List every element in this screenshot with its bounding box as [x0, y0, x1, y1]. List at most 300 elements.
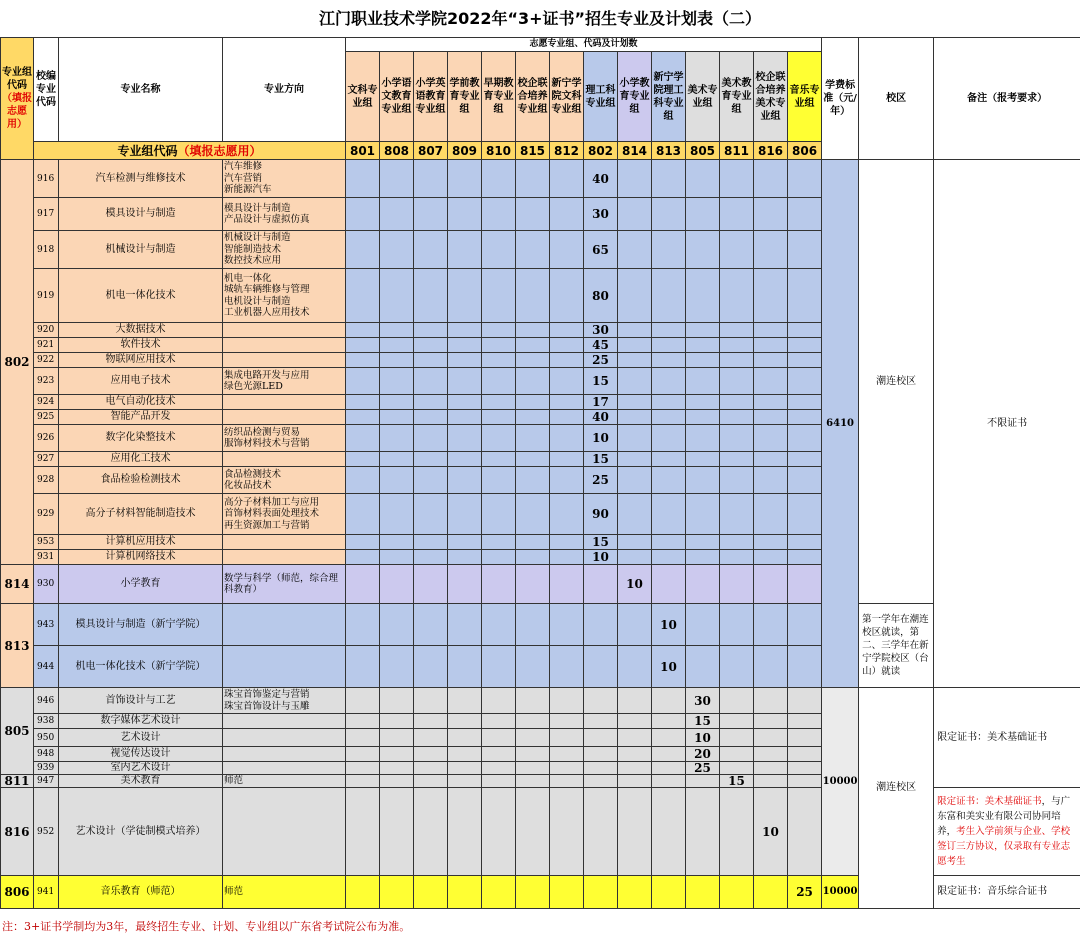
plan-count-cell: 30	[686, 688, 720, 714]
plan-empty-cell	[754, 231, 788, 269]
plan-empty-cell	[584, 688, 618, 714]
plan-empty-cell	[448, 604, 482, 646]
school-code-cell: 939	[34, 762, 59, 775]
plan-empty-cell	[788, 494, 822, 535]
plan-empty-cell	[686, 550, 720, 565]
group-code-802: 802	[584, 142, 618, 160]
plan-empty-cell	[482, 714, 516, 729]
plan-empty-cell	[720, 747, 754, 762]
plan-empty-cell	[380, 338, 414, 353]
plan-empty-cell	[516, 410, 550, 425]
remarks-816-agreement: 考生入学前须与企业、学校签订三方协议，仅录取有专业志愿考生	[937, 826, 1071, 867]
plan-empty-cell	[652, 395, 686, 410]
plan-empty-cell	[584, 729, 618, 747]
campus-art: 潮连校区	[859, 688, 934, 909]
plan-empty-cell	[754, 714, 788, 729]
plan-empty-cell	[346, 410, 380, 425]
direction-line: 服饰材料技术与营销	[224, 438, 310, 449]
plan-empty-cell	[380, 425, 414, 452]
major-name-cell: 室内艺术设计	[59, 762, 223, 775]
plan-empty-cell	[414, 714, 448, 729]
plan-empty-cell	[618, 395, 652, 410]
plan-empty-cell	[652, 368, 686, 395]
plan-empty-cell	[652, 198, 686, 231]
major-direction-cell	[223, 714, 346, 729]
direction-line: 化妆品技术	[224, 480, 272, 491]
plan-empty-cell	[346, 535, 380, 550]
plan-empty-cell	[448, 714, 482, 729]
plan-empty-cell	[346, 452, 380, 467]
plan-empty-cell	[516, 467, 550, 494]
plan-empty-cell	[380, 410, 414, 425]
major-direction-cell	[223, 646, 346, 688]
direction-line: 电机设计与制造	[224, 295, 291, 307]
plan-empty-cell	[720, 494, 754, 535]
plan-empty-cell	[346, 160, 380, 198]
plan-empty-cell	[448, 452, 482, 467]
plan-empty-cell	[618, 353, 652, 368]
plan-empty-cell	[584, 762, 618, 775]
plan-empty-cell	[414, 494, 448, 535]
plan-empty-cell	[652, 467, 686, 494]
plan-empty-cell	[788, 788, 822, 876]
direction-line: 工业机器人应用技术	[224, 307, 310, 318]
plan-empty-cell	[652, 452, 686, 467]
group-name-809: 学前教育专业组	[448, 52, 482, 142]
group-name-815: 校企联合培养专业组	[516, 52, 550, 142]
plan-empty-cell	[788, 198, 822, 231]
plan-empty-cell	[516, 688, 550, 714]
plan-empty-cell	[788, 323, 822, 338]
plan-empty-cell	[720, 762, 754, 775]
group-code-806: 806	[788, 142, 822, 160]
plan-empty-cell	[516, 353, 550, 368]
plan-empty-cell	[720, 788, 754, 876]
major-direction-cell	[223, 729, 346, 747]
tuition-header: 学费标准（元/年）	[822, 38, 859, 160]
major-direction-cell	[223, 762, 346, 775]
plan-empty-cell	[788, 231, 822, 269]
plan-empty-cell	[414, 550, 448, 565]
plan-empty-cell	[618, 729, 652, 747]
plan-empty-cell	[754, 395, 788, 410]
group-code-cell: 813	[1, 604, 34, 688]
plan-count-cell: 15	[584, 452, 618, 467]
plan-empty-cell	[584, 747, 618, 762]
plan-empty-cell	[754, 729, 788, 747]
plan-empty-cell	[652, 775, 686, 788]
plan-empty-cell	[686, 198, 720, 231]
plan-empty-cell	[652, 323, 686, 338]
plan-empty-cell	[754, 410, 788, 425]
plan-empty-cell	[550, 775, 584, 788]
plan-empty-cell	[584, 565, 618, 604]
plan-empty-cell	[380, 688, 414, 714]
direction-line: 绿色光源LED	[224, 381, 283, 392]
plan-empty-cell	[686, 353, 720, 368]
plan-empty-cell	[720, 410, 754, 425]
plan-empty-cell	[618, 410, 652, 425]
plan-empty-cell	[652, 747, 686, 762]
school-code-cell: 927	[34, 452, 59, 467]
plan-empty-cell	[618, 762, 652, 775]
plan-empty-cell	[482, 338, 516, 353]
plan-empty-cell	[720, 323, 754, 338]
major-name-cell: 机电一体化技术	[59, 269, 223, 323]
group-name-813: 新宁学院理工科专业组	[652, 52, 686, 142]
plan-count-cell: 90	[584, 494, 618, 535]
plan-empty-cell	[550, 160, 584, 198]
plan-empty-cell	[686, 646, 720, 688]
plan-empty-cell	[720, 160, 754, 198]
plan-empty-cell	[788, 550, 822, 565]
major-name-header: 专业名称	[59, 38, 223, 142]
plan-empty-cell	[754, 494, 788, 535]
plan-empty-cell	[414, 467, 448, 494]
plan-empty-cell	[380, 729, 414, 747]
plan-empty-cell	[448, 269, 482, 323]
plan-empty-cell	[448, 688, 482, 714]
plan-header: 志愿专业组、代码及计划数	[346, 38, 822, 52]
remarks-816-partner: ，与广东富和美实业有限公司协同培养，	[937, 796, 1071, 837]
code-band-note: （填报志愿用）	[177, 143, 262, 158]
major-name-cell: 物联网应用技术	[59, 353, 223, 368]
plan-empty-cell	[516, 160, 550, 198]
plan-empty-cell	[788, 535, 822, 550]
plan-empty-cell	[380, 714, 414, 729]
plan-empty-cell	[516, 729, 550, 747]
plan-empty-cell	[754, 646, 788, 688]
major-name-cell: 数字化染整技术	[59, 425, 223, 452]
plan-empty-cell	[346, 494, 380, 535]
plan-empty-cell	[380, 604, 414, 646]
footnote: 注：3+证书学制均为3年，最终招生专业、计划、专业组以广东省考试院公布为准。	[2, 920, 411, 933]
major-direction-header: 专业方向	[223, 38, 346, 142]
major-name-cell: 汽车检测与维修技术	[59, 160, 223, 198]
plan-empty-cell	[414, 395, 448, 410]
plan-empty-cell	[448, 775, 482, 788]
plan-empty-cell	[720, 425, 754, 452]
direction-line: 汽车营销	[224, 172, 263, 184]
group-code-cell: 814	[1, 565, 34, 604]
plan-empty-cell	[516, 425, 550, 452]
plan-empty-cell	[516, 762, 550, 775]
plan-count-cell: 25	[584, 353, 618, 368]
plan-empty-cell	[414, 452, 448, 467]
remarks-802: 不限证书	[934, 160, 1080, 688]
plan-count-cell: 10	[686, 729, 720, 747]
plan-empty-cell	[550, 550, 584, 565]
plan-empty-cell	[414, 729, 448, 747]
plan-empty-cell	[448, 876, 482, 909]
plan-empty-cell	[482, 775, 516, 788]
major-name-cell: 模具设计与制造（新宁学院）	[59, 604, 223, 646]
plan-empty-cell	[482, 395, 516, 410]
group-code-807: 807	[414, 142, 448, 160]
plan-empty-cell	[618, 338, 652, 353]
plan-count-cell: 10	[584, 425, 618, 452]
plan-empty-cell	[550, 338, 584, 353]
plan-empty-cell	[346, 788, 380, 876]
plan-empty-cell	[652, 535, 686, 550]
plan-empty-cell	[754, 775, 788, 788]
plan-empty-cell	[380, 876, 414, 909]
plan-empty-cell	[346, 368, 380, 395]
page-title: 江门职业技术学院2022年“3+证书”招生专业及计划表（二）	[318, 9, 762, 28]
plan-empty-cell	[516, 338, 550, 353]
plan-empty-cell	[550, 198, 584, 231]
group-code-805: 805	[686, 142, 720, 160]
direction-line: 师范	[224, 886, 244, 898]
plan-empty-cell	[482, 269, 516, 323]
plan-empty-cell	[686, 788, 720, 876]
major-direction-cell	[223, 876, 346, 909]
plan-empty-cell	[754, 876, 788, 909]
plan-empty-cell	[652, 688, 686, 714]
plan-empty-cell	[414, 323, 448, 338]
school-code-cell: 919	[34, 269, 59, 323]
plan-empty-cell	[618, 198, 652, 231]
remarks-816-cert: 限定证书：美术基础证书	[937, 796, 1042, 807]
plan-empty-cell	[550, 729, 584, 747]
plan-empty-cell	[550, 467, 584, 494]
major-name-cell: 首饰设计与工艺	[59, 688, 223, 714]
plan-empty-cell	[686, 368, 720, 395]
plan-count-cell: 20	[686, 747, 720, 762]
plan-empty-cell	[652, 269, 686, 323]
major-direction-cell	[223, 323, 346, 338]
plan-empty-cell	[380, 494, 414, 535]
plan-empty-cell	[346, 323, 380, 338]
plan-empty-cell	[788, 604, 822, 646]
major-name-cell: 美术教育	[59, 775, 223, 788]
table-row	[1, 688, 1080, 714]
plan-empty-cell	[754, 688, 788, 714]
group-code-cell: 805	[1, 688, 34, 775]
school-code-cell: 946	[34, 688, 59, 714]
school-code-cell: 916	[34, 160, 59, 198]
plan-empty-cell	[380, 323, 414, 338]
plan-empty-cell	[618, 269, 652, 323]
direction-line: 集成电路开发与应用	[224, 369, 310, 381]
school-code-header: 校编专业代码	[34, 38, 59, 142]
school-code-cell: 953	[34, 535, 59, 550]
plan-empty-cell	[754, 323, 788, 338]
plan-empty-cell	[346, 353, 380, 368]
major-direction-cell	[223, 535, 346, 550]
direction-line: 食品检测技术	[224, 468, 282, 480]
group-code-808: 808	[380, 142, 414, 160]
plan-empty-cell	[618, 494, 652, 535]
plan-empty-cell	[380, 535, 414, 550]
plan-empty-cell	[788, 714, 822, 729]
group-code-801: 801	[346, 142, 380, 160]
plan-empty-cell	[414, 688, 448, 714]
school-code-cell: 929	[34, 494, 59, 535]
plan-empty-cell	[380, 368, 414, 395]
plan-empty-cell	[448, 467, 482, 494]
plan-empty-cell	[516, 231, 550, 269]
plan-empty-cell	[550, 323, 584, 338]
plan-empty-cell	[448, 353, 482, 368]
plan-empty-cell	[754, 160, 788, 198]
plan-empty-cell	[380, 231, 414, 269]
plan-empty-cell	[482, 353, 516, 368]
plan-empty-cell	[686, 323, 720, 338]
plan-empty-cell	[414, 368, 448, 395]
plan-empty-cell	[618, 550, 652, 565]
plan-empty-cell	[448, 788, 482, 876]
plan-count-cell: 80	[584, 269, 618, 323]
school-code-cell: 926	[34, 425, 59, 452]
major-direction-cell	[223, 775, 346, 788]
plan-empty-cell	[346, 604, 380, 646]
tuition-806: 10000	[822, 876, 859, 909]
major-name-cell: 应用电子技术	[59, 368, 223, 395]
major-name-cell: 数字媒体艺术设计	[59, 714, 223, 729]
plan-empty-cell	[482, 762, 516, 775]
school-code-cell: 917	[34, 198, 59, 231]
plan-empty-cell	[550, 565, 584, 604]
group-code-815: 815	[516, 142, 550, 160]
plan-empty-cell	[652, 494, 686, 535]
plan-empty-cell	[448, 368, 482, 395]
major-direction-cell	[223, 353, 346, 368]
direction-line: 智能制造技术	[224, 243, 282, 255]
plan-empty-cell	[686, 775, 720, 788]
plan-empty-cell	[414, 353, 448, 368]
table-row	[1, 160, 1080, 198]
plan-empty-cell	[346, 565, 380, 604]
plan-empty-cell	[788, 688, 822, 714]
plan-empty-cell	[754, 198, 788, 231]
plan-empty-cell	[652, 425, 686, 452]
plan-empty-cell	[720, 231, 754, 269]
plan-empty-cell	[550, 353, 584, 368]
plan-empty-cell	[550, 876, 584, 909]
plan-count-cell: 25	[686, 762, 720, 775]
plan-empty-cell	[550, 788, 584, 876]
major-name-cell: 食品检验检测技术	[59, 467, 223, 494]
school-code-cell: 952	[34, 788, 59, 876]
plan-empty-cell	[720, 338, 754, 353]
plan-empty-cell	[482, 688, 516, 714]
plan-empty-cell	[618, 775, 652, 788]
plan-empty-cell	[550, 762, 584, 775]
plan-empty-cell	[686, 395, 720, 410]
school-code-cell: 924	[34, 395, 59, 410]
major-name-cell: 软件技术	[59, 338, 223, 353]
plan-empty-cell	[720, 395, 754, 410]
plan-empty-cell	[720, 353, 754, 368]
major-name-cell: 音乐教育（师范）	[59, 876, 223, 909]
major-direction-cell	[223, 788, 346, 876]
school-code-cell: 938	[34, 714, 59, 729]
plan-empty-cell	[516, 788, 550, 876]
direction-line: 珠宝首饰设计与玉雕	[224, 700, 310, 712]
plan-empty-cell	[618, 323, 652, 338]
direction-line: 汽车维修	[224, 161, 263, 173]
plan-empty-cell	[754, 338, 788, 353]
plan-count-cell: 45	[584, 338, 618, 353]
plan-empty-cell	[448, 729, 482, 747]
school-code-cell: 943	[34, 604, 59, 646]
group-code-812: 812	[550, 142, 584, 160]
plan-table	[0, 37, 1080, 909]
group-name-805: 美术专业组	[686, 52, 720, 142]
plan-count-cell: 17	[584, 395, 618, 410]
direction-line: 高分子材料加工与应用	[224, 496, 320, 508]
plan-count-cell: 30	[584, 323, 618, 338]
plan-empty-cell	[618, 452, 652, 467]
plan-empty-cell	[448, 425, 482, 452]
plan-empty-cell	[686, 425, 720, 452]
plan-empty-cell	[788, 565, 822, 604]
plan-empty-cell	[482, 494, 516, 535]
plan-empty-cell	[550, 368, 584, 395]
school-code-cell: 930	[34, 565, 59, 604]
plan-count-cell: 25	[788, 876, 822, 909]
plan-empty-cell	[482, 425, 516, 452]
school-code-cell: 920	[34, 323, 59, 338]
plan-empty-cell	[754, 604, 788, 646]
plan-count-cell: 40	[584, 160, 618, 198]
plan-empty-cell	[788, 368, 822, 395]
plan-empty-cell	[618, 688, 652, 714]
plan-empty-cell	[380, 646, 414, 688]
plan-empty-cell	[686, 231, 720, 269]
group-name-814: 小学教育专业组	[618, 52, 652, 142]
plan-empty-cell	[788, 425, 822, 452]
direction-line: 师范	[224, 775, 244, 787]
plan-empty-cell	[448, 762, 482, 775]
plan-empty-cell	[346, 395, 380, 410]
plan-empty-cell	[754, 425, 788, 452]
school-code-cell: 931	[34, 550, 59, 565]
plan-empty-cell	[482, 788, 516, 876]
group-code-header	[1, 38, 34, 160]
plan-empty-cell	[720, 688, 754, 714]
plan-empty-cell	[516, 368, 550, 395]
plan-empty-cell	[516, 323, 550, 338]
plan-empty-cell	[414, 231, 448, 269]
group-name-812: 新宁学院文科专业组	[550, 52, 584, 142]
plan-empty-cell	[652, 231, 686, 269]
plan-empty-cell	[380, 762, 414, 775]
plan-empty-cell	[346, 338, 380, 353]
plan-count-cell: 15	[686, 714, 720, 729]
direction-line: 数控技术应用	[224, 255, 282, 267]
major-name-cell: 小学教育	[59, 565, 223, 604]
plan-empty-cell	[618, 467, 652, 494]
plan-empty-cell	[448, 494, 482, 535]
plan-empty-cell	[618, 646, 652, 688]
major-name-cell: 模具设计与制造	[59, 198, 223, 231]
group-code-813: 813	[652, 142, 686, 160]
plan-empty-cell	[720, 368, 754, 395]
major-direction-cell	[223, 452, 346, 467]
plan-empty-cell	[788, 467, 822, 494]
plan-empty-cell	[482, 550, 516, 565]
plan-empty-cell	[652, 788, 686, 876]
group-name-811: 美术教育专业组	[720, 52, 754, 142]
plan-empty-cell	[550, 535, 584, 550]
tuition-802: 6410	[822, 160, 859, 688]
plan-empty-cell	[720, 452, 754, 467]
group-code-809: 809	[448, 142, 482, 160]
plan-empty-cell	[448, 395, 482, 410]
plan-empty-cell	[414, 160, 448, 198]
